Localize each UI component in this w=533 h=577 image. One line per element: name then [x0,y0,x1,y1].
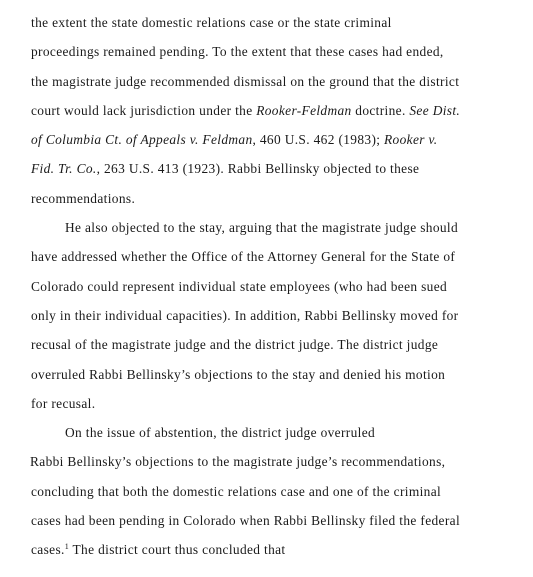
text-run: doctrine. [351,102,410,118]
text-run: court would lack jurisdiction under the [31,102,257,118]
text-line: He also objected to the stay, arguing that the magistrate judge should [65,220,459,236]
case-name: Rooker-Feldman [256,102,352,118]
paragraph-1 [31,8,513,213]
text-line: Rabbi Bellinsky’s objections to the magistrate judge’s recommendations, [30,454,446,470]
text-run: The district court thus concluded that [69,542,286,558]
case-name: Fid. Tr. Co. [31,161,97,177]
footnote-marker[interactable]: 1 [64,542,70,552]
case-name: Rooker v. [384,132,438,148]
text-line [31,125,513,154]
text-line: the magistrate judge recommended dismissal on the ground that the district [31,73,460,89]
citation-signal: See Dist. [409,102,461,118]
text-line: recusal of the magistrate judge and the district judge. The district judge [31,337,439,353]
text-line: only in their individual capacities). In addition, Rabbi Bellinsky moved for [31,307,459,323]
paragraph-3 [31,418,513,564]
text-line [31,535,513,564]
text-line: proceedings remained pending. To the extent that these cases had ended, [31,44,444,60]
text-line: the extent the state domestic relations case or the state criminal [31,15,392,30]
text-line: concluding that both the domestic relations case and one of the criminal [31,483,442,499]
text-run: , 460 U.S. 462 (1983); [252,132,385,148]
text-line: have addressed whether the Office of the Attorney General for the State of [31,249,456,265]
text-line: Colorado could represent individual state employees (who had been sued [31,278,448,294]
text-line: recommendations. [31,190,136,206]
case-name: of Columbia Ct. of Appeals v. Feldman [31,132,253,148]
text-line: overruled Rabbi Bellinsky’s objections to the stay and denied his motion [31,366,446,382]
text-run: , 263 U.S. 413 (1923). Rabbi Bellinsky objected to these [96,161,420,177]
text-line [31,96,513,125]
text-line: On the issue of abstention, the district judge overruled [65,425,376,441]
paragraph-2 [31,213,513,418]
text-line [31,154,513,183]
text-line: for recusal. [31,395,96,411]
text-line: cases had been pending in Colorado when Rabbi Bellinsky filed the federal [31,513,461,529]
text-run: cases. [31,542,65,558]
